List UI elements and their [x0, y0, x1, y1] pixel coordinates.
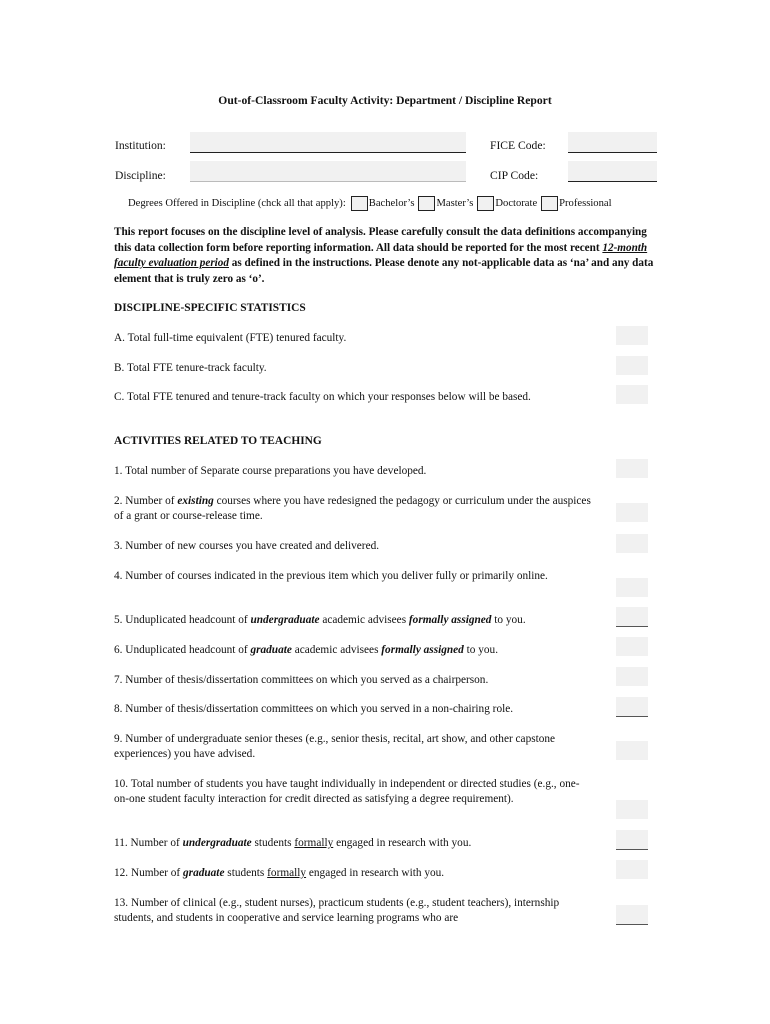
teaching-item-11: 11. Number of undergraduate students formally engaged in research with you.: [114, 837, 472, 849]
bachelors-checkbox[interactable]: [351, 196, 368, 211]
discipline-field[interactable]: [190, 161, 466, 182]
degrees-row: [128, 196, 612, 211]
stat-item-b: B. Total FTE tenure-track faculty.: [114, 362, 267, 374]
teaching-item-1: 1. Total number of Separate course preparations you have developed.: [114, 465, 427, 477]
teaching-item-3: 3. Number of new courses you have created and delivered.: [114, 540, 380, 552]
teaching-12-input[interactable]: [616, 860, 648, 879]
teaching-item-2: 2. Number of existing courses where you have redesigned the pedagogy or curriculum under the auspices of a grant or course-release time.: [114, 495, 591, 523]
teaching-1-input[interactable]: [616, 459, 648, 478]
teaching-2-input[interactable]: [616, 503, 648, 522]
stat-b-input[interactable]: [616, 356, 648, 375]
teaching-item-7: 7. Number of thesis/dissertation committees on which you served as a chairperson.: [114, 674, 489, 686]
doctorate-label: Doctorate: [495, 198, 538, 209]
teaching-10-input[interactable]: [616, 800, 648, 819]
professional-label: Professional: [559, 198, 612, 209]
teaching-item-5: 5. Unduplicated headcount of undergraduate academic advisees formally assigned to you.: [114, 614, 526, 626]
teaching-item-4: 4. Number of courses indicated in the previous item which you deliver fully or primarily online.: [114, 570, 548, 582]
teaching-5-input[interactable]: [616, 607, 648, 627]
teaching-item-9: 9. Number of undergraduate senior theses (e.g., senior thesis, recital, art show, and other capstone experiences) you have advised.: [114, 733, 556, 761]
doctorate-checkbox[interactable]: [477, 196, 494, 211]
bachelors-label: Bachelor’s: [368, 198, 415, 209]
teaching-item-8: 8. Number of thesis/dissertation committees on which you served in a non-chairing role.: [114, 703, 514, 715]
teaching-activities-heading: ACTIVITIES RELATED TO TEACHING: [114, 435, 322, 447]
cip-code-label: CIP Code:: [490, 169, 539, 182]
teaching-item-6: 6. Unduplicated headcount of graduate academic advisees formally assigned to you.: [114, 644, 499, 656]
instructions-paragraph: This report focuses on the discipline level of analysis. Please carefully consult the data definitions accompanying this data collection form before reporting information. All data should be reported for the most recent 12-month faculty evaluation period as defined in the instructions. Please denote any not-applicable data as ‘na’ and any data element that is truly zero as ‘o’.: [114, 226, 654, 285]
teaching-13-input[interactable]: [616, 905, 648, 925]
institution-label: Institution:: [115, 139, 166, 152]
teaching-item-13: 13. Number of clinical (e.g., student nurses), practicum students (e.g., student teachers), internship students, and students in cooperative and service learning programs who are: [114, 897, 560, 925]
teaching-7-input[interactable]: [616, 667, 648, 686]
stat-item-a: A. Total full-time equivalent (FTE) tenured faculty.: [114, 332, 347, 344]
professional-checkbox[interactable]: [541, 196, 558, 211]
fice-code-field[interactable]: [568, 132, 657, 153]
teaching-4-input[interactable]: [616, 578, 648, 597]
teaching-6-input[interactable]: [616, 637, 648, 656]
teaching-9-input[interactable]: [616, 741, 648, 760]
institution-field[interactable]: [190, 132, 466, 153]
discipline-statistics-heading: DISCIPLINE-SPECIFIC STATISTICS: [114, 302, 306, 314]
evaluation-period-emphasis: 12-month faculty evaluation period: [114, 241, 648, 270]
stat-item-c: C. Total FTE tenured and tenure-track faculty on which your responses below will be based.: [114, 391, 531, 403]
teaching-3-input[interactable]: [616, 534, 648, 553]
masters-checkbox[interactable]: [418, 196, 435, 211]
teaching-8-input[interactable]: [616, 697, 648, 717]
fice-code-label: FICE Code:: [490, 139, 546, 152]
teaching-item-10: 10. Total number of students you have taught individually in independent or directed studies (e.g., one-on-one student faculty interaction for credit directed as satisfying a degree requirement).: [114, 778, 580, 806]
degrees-prompt: Degrees Offered in Discipline (chck all that apply):: [128, 198, 346, 209]
teaching-item-12: 12. Number of graduate students formally engaged in research with you.: [114, 867, 445, 879]
teaching-11-input[interactable]: [616, 830, 648, 850]
masters-label: Master’s: [436, 198, 474, 209]
cip-code-field[interactable]: [568, 161, 657, 182]
stat-c-input[interactable]: [616, 385, 648, 404]
stat-a-input[interactable]: [616, 326, 648, 345]
discipline-label: Discipline:: [115, 169, 166, 182]
page-title: Out-of-Classroom Faculty Activity: Department / Discipline Report: [218, 94, 552, 107]
